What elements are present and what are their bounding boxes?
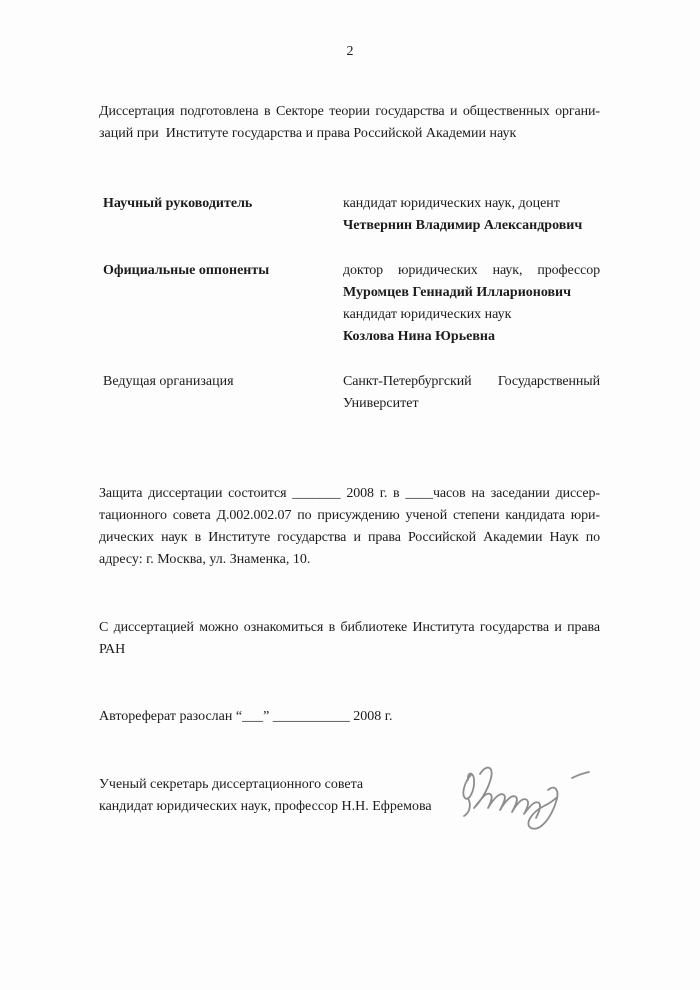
opponent-name: Козлова Нина Юрьевна	[343, 329, 495, 344]
intro-line: Диссертация подготовлена в Секторе теории государства и общественных органи-	[99, 104, 600, 119]
opponents-value	[343, 260, 600, 348]
intro-paragraph	[99, 101, 600, 145]
secretary-line: Ученый секретарь диссертационного совета	[99, 777, 364, 792]
supervisor-degree: кандидат юридических наук, доцент	[343, 196, 560, 211]
opponents-label: Официальные оппоненты	[103, 263, 270, 278]
supervisor-name: Четвернин Владимир Александрович	[343, 218, 583, 233]
defense-line: тационного совета Д.002.002.07 по присуждению ученой степени кандидата юри-	[99, 508, 600, 523]
leading-org-line: Университет	[343, 396, 419, 411]
defense-line: Защита диссертации состоится _______ 2008 г. в ____часов на заседании диссер-	[99, 486, 600, 501]
signature-image	[452, 752, 602, 842]
secretary-line: кандидат юридических наук, профессор Н.Н. Ефремова	[99, 799, 432, 814]
mailed-line	[99, 706, 600, 728]
defense-line: дических наук в Институте государства и права Российской Академии Наук по	[99, 530, 600, 545]
library-line: РАН	[99, 642, 126, 657]
leading-org-value	[343, 371, 600, 415]
supervisor-label: Научный руководитель	[103, 196, 253, 211]
defense-paragraph	[99, 483, 600, 571]
leading-org-label: Ведущая организация	[103, 374, 234, 389]
opponent-degree: кандидат юридических наук	[343, 307, 512, 322]
defense-line: адресу: г. Москва, ул. Знаменка, 10.	[99, 552, 311, 567]
intro-line: заций при Институте государства и права Российской Академии наук	[99, 126, 517, 141]
leading-org-line: Санкт-Петербургский Государственный	[343, 374, 600, 389]
opponent-degree: доктор юридических наук, профессор	[343, 263, 600, 278]
handwritten-signature	[452, 752, 602, 842]
opponent-name: Муромцев Геннадий Илларионович	[343, 285, 572, 300]
mailed-text: Автореферат разослан “___” ___________ 2008 г.	[99, 709, 393, 724]
library-line: С диссертацией можно ознакомиться в библиотеке Института государства и права	[99, 620, 600, 635]
library-paragraph	[99, 617, 600, 661]
page-number: 2	[346, 44, 354, 59]
supervisor-value	[343, 193, 600, 237]
